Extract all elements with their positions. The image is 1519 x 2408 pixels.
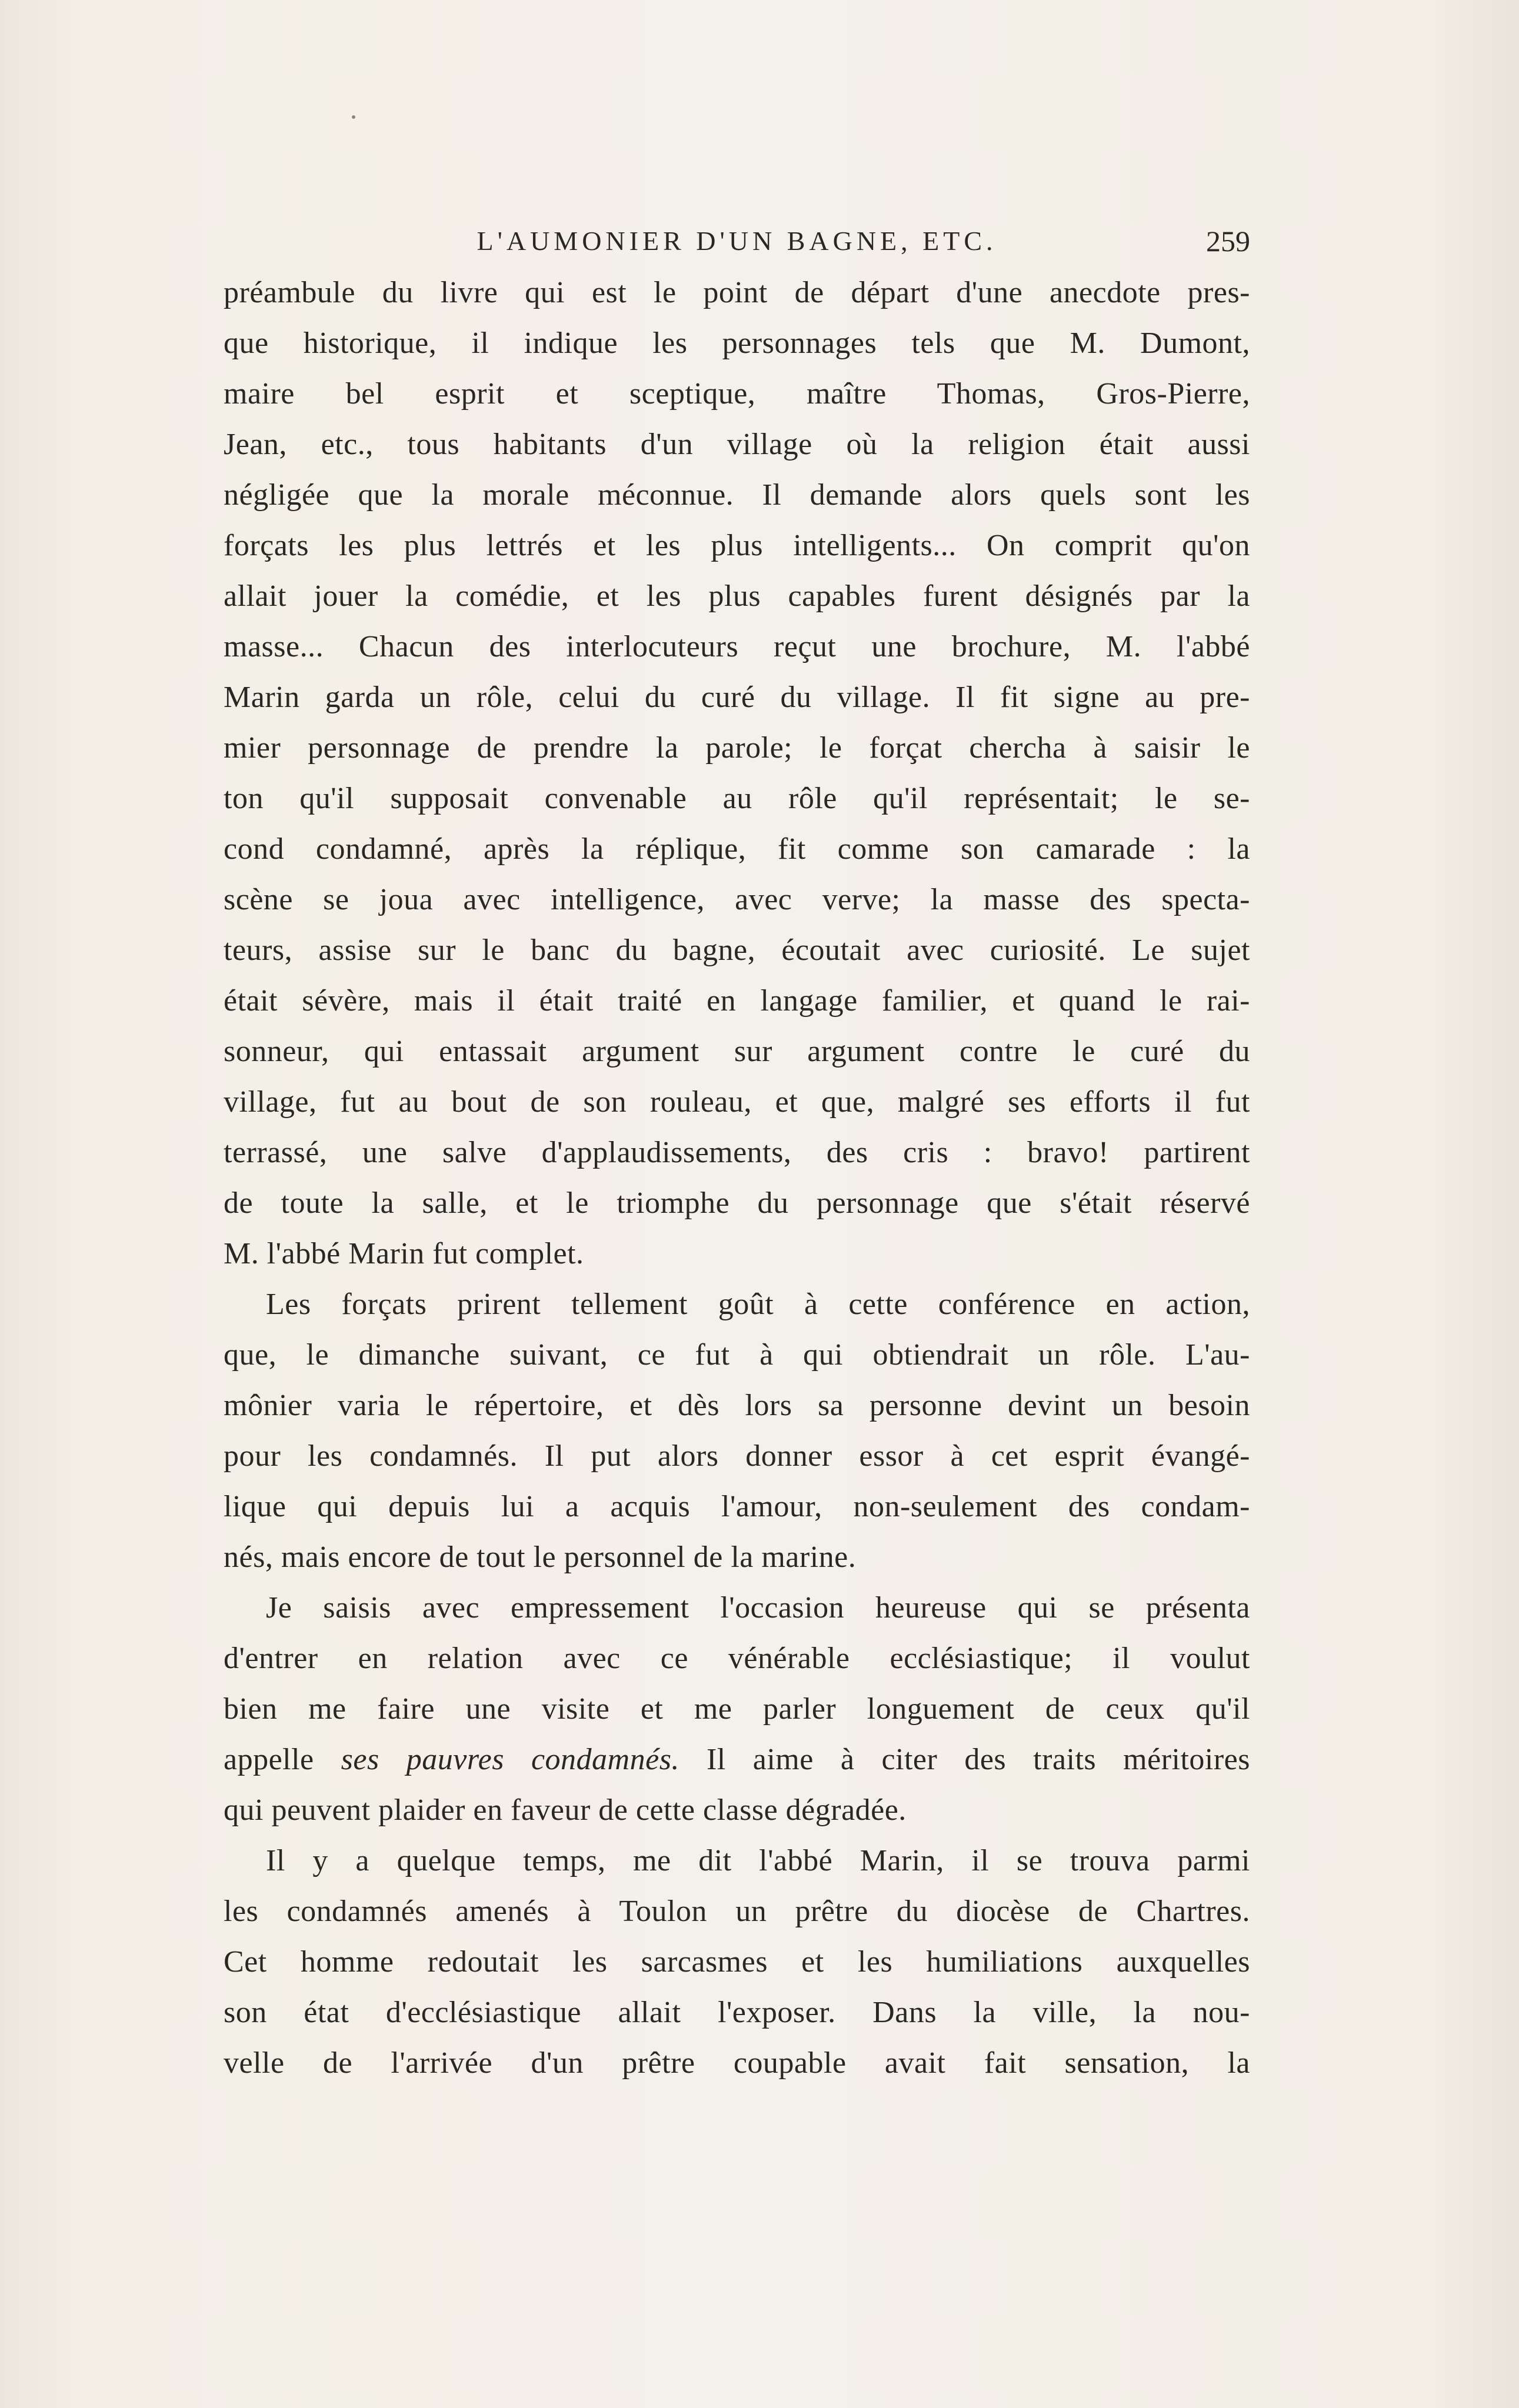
text-line: Les forçats prirent tellement goût à cette conférence en action, bbox=[266, 1288, 1250, 1321]
text-line: les condamnés amenés à Toulon un prêtre du diocèse de Chartres. bbox=[224, 1895, 1250, 1928]
text-line: ton qu'il supposait convenable au rôle qu'il représentait; le se- bbox=[224, 782, 1250, 815]
text-line: velle de l'arrivée d'un prêtre coupable avait fait sensation, la bbox=[224, 2046, 1250, 2080]
text-line-with-italic bbox=[224, 1735, 1250, 1785]
text-segment: Il aime à citer des traits méritoires bbox=[706, 1743, 1250, 1776]
text-line: mier personnage de prendre la parole; le forçat chercha à saisir le bbox=[224, 731, 1250, 765]
text-line: pour les condamnés. Il put alors donner essor à cet esprit évangé- bbox=[224, 1439, 1250, 1473]
text-line: était sévère, mais il était traité en langage familier, et quand le rai- bbox=[224, 984, 1250, 1018]
text-line: allait jouer la comédie, et les plus capables furent désignés par la bbox=[224, 579, 1250, 613]
text-line: scène se joua avec intelligence, avec verve; la masse des specta- bbox=[224, 883, 1250, 916]
text-line: Cet homme redoutait les sarcasmes et les humiliations auxquelles bbox=[224, 1945, 1250, 1979]
text-line: village, fut au bout de son rouleau, et que, malgré ses efforts il fut bbox=[224, 1085, 1250, 1119]
text-segment: appelle bbox=[224, 1743, 314, 1776]
text-line: préambule du livre qui est le point de départ d'une anecdote pres- bbox=[224, 276, 1250, 309]
text-line: Il y a quelque temps, me dit l'abbé Marin, il se trouva parmi bbox=[266, 1844, 1250, 1877]
text-line: maire bel esprit et sceptique, maître Thomas, Gros-Pierre, bbox=[224, 377, 1250, 411]
body-text bbox=[224, 268, 1250, 2089]
text-line: lique qui depuis lui a acquis l'amour, non-seulement des condam- bbox=[224, 1490, 1250, 1523]
text-line: terrassé, une salve d'applaudissements, des cris : bravo! partirent bbox=[224, 1136, 1250, 1169]
ink-speck bbox=[352, 115, 355, 119]
page-number: 259 bbox=[1206, 225, 1250, 258]
text-line: de toute la salle, et le triomphe du personnage que s'était réservé bbox=[224, 1186, 1250, 1220]
text-line: d'entrer en relation avec ce vénérable ecclésiastique; il voulut bbox=[224, 1642, 1250, 1675]
text-line: son état d'ecclésiastique allait l'exposer. Dans la ville, la nou- bbox=[224, 1996, 1250, 2029]
text-line: teurs, assise sur le banc du bagne, écoutait avec curiosité. Le sujet bbox=[224, 933, 1250, 967]
text-line: qui peuvent plaider en faveur de cette classe dégradée. bbox=[224, 1793, 907, 1827]
text-line: M. l'abbé Marin fut complet. bbox=[224, 1237, 584, 1270]
text-line: masse... Chacun des interlocuteurs reçut une brochure, M. l'abbé bbox=[224, 630, 1250, 663]
text-line: Marin garda un rôle, celui du curé du village. Il fit signe au pre- bbox=[224, 681, 1250, 714]
text-line: sonneur, qui entassait argument sur argument contre le curé du bbox=[224, 1035, 1250, 1068]
text-line: forçats les plus lettrés et les plus intelligents... On comprit qu'on bbox=[224, 529, 1250, 562]
text-line: que historique, il indique les personnages tels que M. Dumont, bbox=[224, 326, 1250, 360]
text-line: cond condamné, après la réplique, fit comme son camarade : la bbox=[224, 832, 1250, 866]
italic-phrase: ses pauvres condamnés. bbox=[341, 1743, 679, 1776]
running-header bbox=[224, 222, 1250, 260]
text-line: que, le dimanche suivant, ce fut à qui obtiendrait un rôle. L'au- bbox=[224, 1338, 1250, 1372]
text-line: nés, mais encore de tout le personnel de la marine. bbox=[224, 1540, 857, 1574]
text-line: négligée que la morale méconnue. Il demande alors quels sont les bbox=[224, 478, 1250, 512]
running-title: L'AUMONIER D'UN BAGNE, ETC. bbox=[477, 226, 997, 256]
text-line: mônier varia le répertoire, et dès lors sa personne devint un besoin bbox=[224, 1389, 1250, 1422]
text-line: Jean, etc., tous habitants d'un village où la religion était aussi bbox=[224, 428, 1250, 461]
text-line: bien me faire une visite et me parler longuement de ceux qu'il bbox=[224, 1692, 1250, 1726]
text-line: Je saisis avec empressement l'occasion heureuse qui se présenta bbox=[266, 1591, 1250, 1625]
